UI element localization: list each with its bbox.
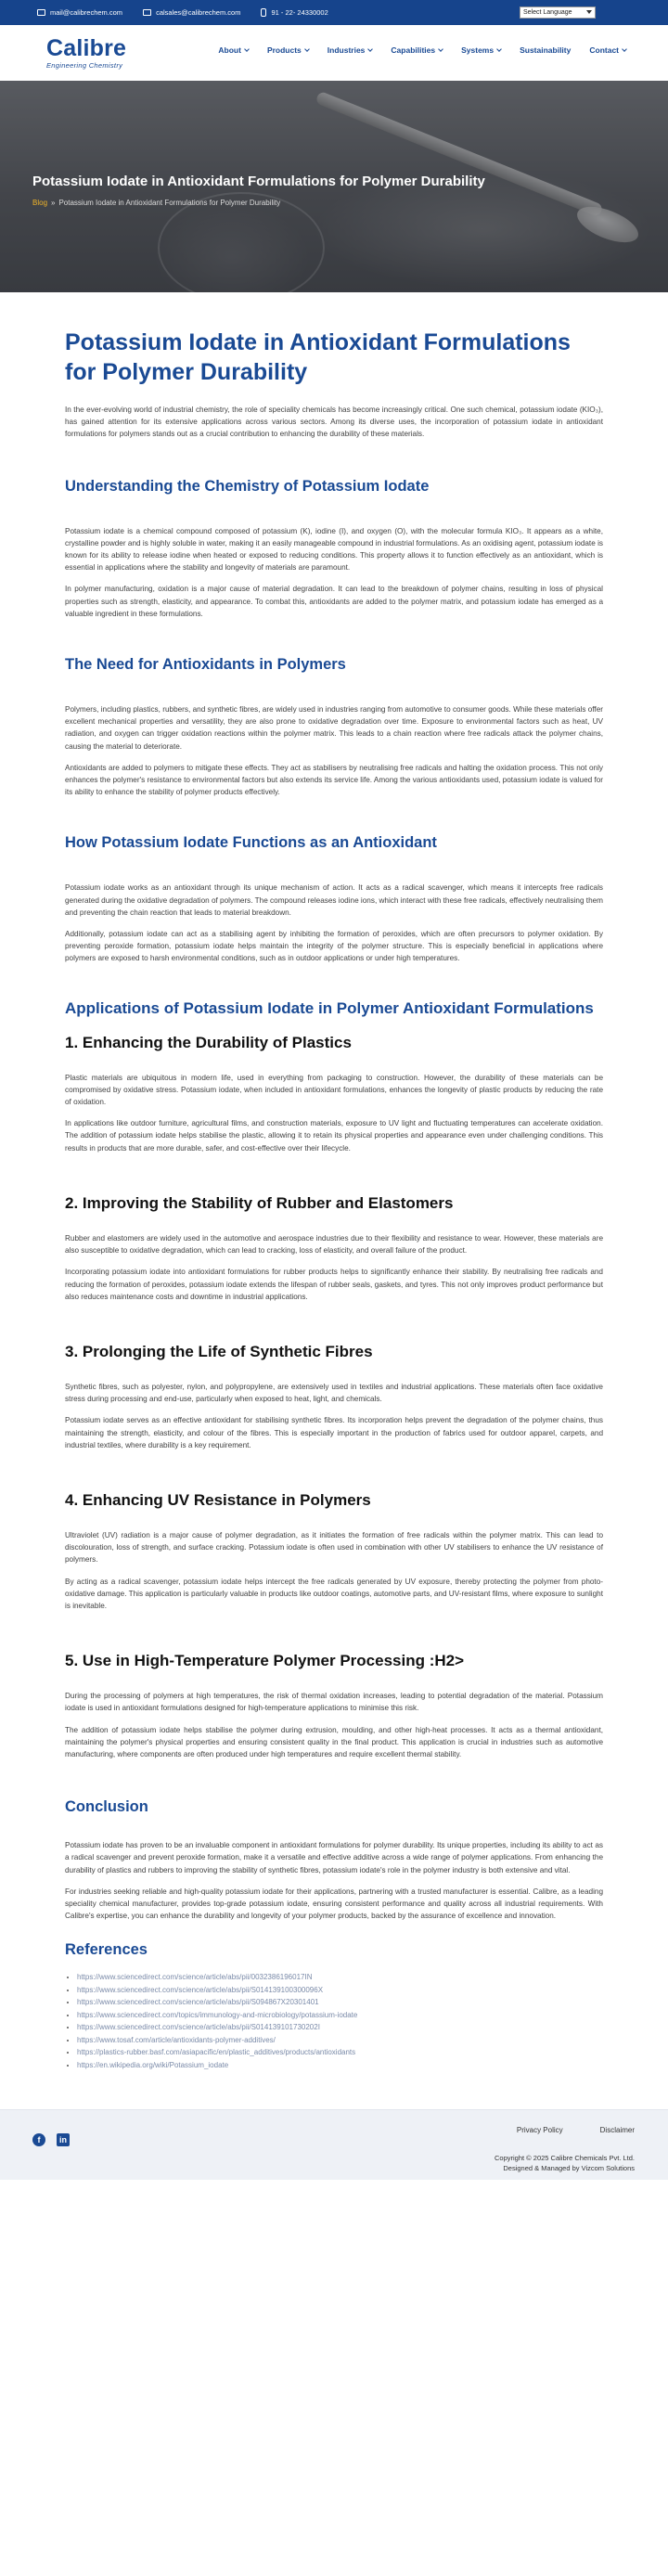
subheading-fibres: 3. Prolonging the Life of Synthetic Fibres — [65, 1342, 373, 1360]
paragraph: Rubber and elastomers are widely used in the automotive and aerospace industries due to their flexibility and resistance to wear. However, these materials are also susceptible to oxidative degradation, which can lead to cracking, loss of elasticity, and overall failure of the product. — [65, 1233, 603, 1256]
section-heading-need: The Need for Antioxidants in Polymers — [65, 656, 346, 674]
nav-label: About — [218, 45, 241, 55]
nav-item-contact[interactable] — [589, 45, 626, 55]
privacy-policy-link[interactable]: Privacy Policy — [516, 2126, 563, 2135]
paragraph: For industries seeking reliable and high-quality potassium iodate for their applications, partnering with a trusted manufacturer is essential. Calibre, as a leading speciality chemical manufacturer, provides top-grade potassium iodate, ensuring consistent performance and quality across all industrial requirements. With Calibre's expertise, you can enhance the durability and longevity of your polymer products, backed by the assurance of excellence and innovation. — [65, 1887, 603, 1921]
breadcrumb-home-link[interactable]: Blog — [32, 199, 48, 207]
mail-icon — [37, 9, 45, 16]
reference-link[interactable]: • https://www.sciencedirect.com/science/article/abs/pii/S014139101730202I — [77, 2021, 603, 2034]
reference-link[interactable]: • https://plastics-rubber.basf.com/asiapacific/en/plastic_additives/products/antioxidants — [77, 2046, 603, 2059]
contact-phone[interactable] — [261, 8, 328, 17]
paragraph: During the processing of polymers at high temperatures, the risk of thermal oxidation increases, leading to potential degradation of the material. Potassium iodate is used in antioxidant formulations designed for high-temperature applications to minimise this risk. — [65, 1692, 603, 1713]
references-list — [65, 1971, 603, 2071]
paragraph: Potassium iodate serves as an effective antioxidant for stabilising synthetic fibres. Its incorporation helps prevent the degradation of the polymer chains, thus maintaining the strength, elasticity, and colour of the fibres. This is especially important in the production of fabrics used for outdoor apparel, carpets, and industrial textiles, where durability is a key requirement. — [65, 1416, 603, 1449]
paragraph: In polymer manufacturing, oxidation is a major cause of material degradation. It can lead to the breakdown of polymer chains, resulting in loss of physical properties such as strength, elasticity, and appearance. To combat this, antioxidants are added to the polymer matrix, and potassium iodate has emerged as a valuable ingredient in these formulations. — [65, 585, 603, 618]
nav-item-capabilities[interactable] — [391, 45, 443, 55]
language-select[interactable] — [520, 6, 596, 19]
hero-title: Potassium Iodate in Antioxidant Formulations for Polymer Durability — [32, 174, 485, 189]
language-select-label: Select Language — [523, 9, 572, 16]
article-intro: In the ever-evolving world of industrial chemistry, the role of speciality chemicals has become increasingly critical. One such chemical, potassium iodate (KIO₃), has gained attention for its extensive applications across various sectors. Among its diverse uses, the incorporation of potassium iodate in antioxidant formulations for polymers stands out as a crucial contribution to enhancing the durability of these materials. — [65, 406, 603, 439]
paragraph: Plastic materials are ubiquitous in modern life, used in everything from packaging to construction. However, the durability of these materials can be compromised by oxidative stress. Potassium iodate, when included in antioxidant formulations, enhances the longevity of plastic products by reducing the rate of oxidation. — [65, 1073, 603, 1107]
logo-name: Calibre — [46, 34, 127, 61]
phone-icon — [261, 8, 266, 17]
subheading-plastics: 1. Enhancing the Durability of Plastics — [65, 1033, 352, 1051]
logo[interactable] — [46, 34, 127, 70]
nav-label: Contact — [589, 45, 619, 55]
paragraph: Potassium iodate is a chemical compound composed of potassium (K), iodine (I), and oxygen (O), with the molecular formula KIO₃. It appears as a white, crystalline powder and is highly soluble in water, making it an easily manageable compound in industrial formulations. As an oxidising agent, potassium iodate is known for its ability to release iodine when heated or exposed to reducing conditions. This property allows it to function effectively as an antioxidant, which is essential in applications where the stability and longevity of materials are paramount. — [65, 526, 603, 573]
nav-item-products[interactable] — [267, 45, 309, 55]
hero-banner — [0, 81, 668, 292]
article-title: Potassium Iodate in Antioxidant Formulations for Polymer Durability — [65, 329, 571, 385]
subheading-rubber: 2. Improving the Stability of Rubber and Elastomers — [65, 1193, 454, 1212]
chevron-down-icon — [586, 10, 592, 14]
section-heading-functions: How Potassium Iodate Functions as an Antioxidant — [65, 834, 437, 852]
reference-link[interactable]: • https://www.sciencedirect.com/science/article/abs/pii/0032386196017IN — [77, 1971, 603, 1984]
reference-link[interactable]: • https://en.wikipedia.org/wiki/Potassium_iodate — [77, 2059, 603, 2072]
nav-item-industries[interactable] — [328, 45, 373, 55]
section-heading-conclusion: Conclusion — [65, 1798, 148, 1816]
nav-item-sustainability[interactable] — [520, 45, 571, 55]
nav-label: Capabilities — [391, 45, 436, 55]
paragraph: Incorporating potassium iodate into antioxidant formulations for rubber products helps to significantly enhance their stability. By neutralising free radicals and reducing the formation of peroxides, potassium iodate extends the lifespan of rubber seals, gaskets, and tyres. This not only improves product performance but also reduces maintenance costs and downtime in industrial applications. — [65, 1268, 603, 1301]
paragraph: By acting as a radical scavenger, potassium iodate helps intercept the free radicals generated by UV exposure, thereby protecting the polymer from photo-oxidative damage. This application is particularly valuable in products like outdoor coatings, automotive parts, and UV-resistant films, where exposure to sunlight is inevitable. — [65, 1577, 603, 1610]
copyright-text: Copyright © 2025 Calibre Chemicals Pvt. Ltd. — [494, 2154, 635, 2163]
chevron-down-icon — [368, 46, 374, 52]
contact-phone-text[interactable]: 91 - 22- 24330002 — [271, 8, 328, 17]
breadcrumb — [32, 199, 280, 207]
linkedin-icon[interactable]: in — [57, 2133, 70, 2146]
disclaimer-link[interactable]: Disclaimer — [599, 2126, 635, 2135]
article-body — [65, 292, 603, 2071]
paragraph: Synthetic fibres, such as polyester, nylon, and polypropylene, are extensively used in textiles and industrial applications. These materials often face oxidative stress during processing and end-use, particularly when exposed to heat, light, and chemicals. — [65, 1382, 603, 1404]
breadcrumb-separator: » — [51, 199, 56, 207]
nav-label: Products — [266, 45, 302, 55]
reference-link[interactable]: • https://www.tosaf.com/article/antioxidants-polymer-additives/ — [77, 2034, 603, 2047]
section-heading-references: References — [65, 1941, 148, 1959]
subheading-uv: 4. Enhancing UV Resistance in Polymers — [65, 1490, 371, 1509]
mail-icon — [143, 9, 151, 16]
site-footer — [0, 2109, 668, 2180]
footer-links — [480, 2126, 635, 2134]
nav-item-about[interactable] — [218, 45, 249, 55]
main-nav — [199, 45, 626, 55]
nav-item-systems[interactable] — [461, 45, 501, 55]
nav-label: Systems — [461, 45, 495, 55]
paragraph: Ultraviolet (UV) radiation is a major cause of polymer degradation, as it initiates the formation of free radicals within the polymer matrix. This can lead to discolouration, loss of strength, and surface cracking. Potassium iodate is often used in combination with other UV stabilisers to enhance the UV resistance of polymers. — [65, 1530, 603, 1565]
reference-link[interactable]: • https://www.sciencedirect.com/topics/immunology-and-microbiology/potassium-iodate — [77, 2009, 603, 2022]
contact-email-2[interactable] — [143, 8, 240, 17]
paragraph: Potassium iodate works as an antioxidant through its unique mechanism of action. It acts as a radical scavenger, which means it intercepts free radicals generated during the oxidative degradation of polymers. The compound releases iodine ions, which interact with these free radicals, effectively neutralising them and preventing the chain reaction that leads to material breakdown. — [65, 883, 603, 917]
chevron-down-icon — [244, 46, 250, 52]
reference-link[interactable]: • https://www.sciencedirect.com/science/article/abs/pii/S094867X20301401 — [77, 1996, 603, 2009]
paragraph: Potassium iodate has proven to be an invaluable component in antioxidant formulations for polymer durability. Its unique properties, including its ability to act as a radical scavenger and prevent peroxide formation, make it a versatile and effective additive across a wide range of polymer applications. From enhancing the durability of plastics and rubbers to improving the stability of synthetic fibres, potassium iodate's role in the polymer industry is both extensive and vital. — [65, 1841, 603, 1874]
paragraph: Polymers, including plastics, rubbers, and synthetic fibres, are widely used in industries ranging from automotive to consumer goods. While these materials offer excellent mechanical properties and versatility, they are also prone to oxidative degradation over time. Exposure to environmental factors such as heat, UV radiation, and oxygen can trigger oxidation reactions within the polymer matrix. This leads to a chain reaction where free radicals attack the polymer chains, causing the material to deteriorate. — [65, 705, 603, 751]
chevron-down-icon — [496, 46, 502, 52]
facebook-icon[interactable]: f — [32, 2133, 45, 2146]
nav-label: Industries — [327, 45, 366, 55]
chevron-down-icon — [622, 46, 627, 52]
section-heading-applications: Applications of Potassium Iodate in Polymer Antioxidant Formulations — [65, 998, 594, 1017]
paragraph: The addition of potassium iodate helps stabilise the polymer during extrusion, moulding, and other high-heat processes. It acts as a thermal antioxidant, maintaining the polymer's physical properties and ensuring consistent quality in the final product. This application is crucial in industries such as automotive manufacturing, where components are often produced under high temperatures and require excellent thermal stability. — [65, 1725, 603, 1758]
designed-by-text[interactable]: Designed & Managed by Vizcom Solutions — [503, 2164, 635, 2173]
chevron-down-icon — [304, 46, 310, 52]
nav-label: Sustainability — [520, 45, 572, 55]
site-header — [0, 25, 668, 81]
contact-email-2-text[interactable]: calsales@calibrechem.com — [156, 8, 241, 17]
section-heading-chemistry: Understanding the Chemistry of Potassium Iodate — [65, 477, 430, 495]
footer-copyright — [495, 2153, 635, 2173]
breadcrumb-current: Potassium Iodate in Antioxidant Formulations for Polymer Durability — [58, 199, 281, 207]
paragraph: In applications like outdoor furniture, agricultural films, and construction materials, exposure to UV light and fluctuating temperatures can accelerate oxidation. The addition of potassium iodate helps stabilise the plastic, allowing it to retain its physical properties and appearance even under challenging conditions. This results in products that are more durable, safer, and cost-effective over their lifecycle. — [65, 1119, 603, 1153]
reference-link[interactable]: • https://www.sciencedirect.com/science/article/abs/pii/S014139100300096X — [77, 1984, 603, 1997]
social-links — [32, 2133, 81, 2146]
paragraph: Antioxidants are added to polymers to mitigate these effects. They act as stabilisers by neutralising free radicals and halting the oxidation process. This not only enhances the polymer's resistance to environmental factors but also extends its service life. Among the various antioxidants used, potassium iodate is valued for its ability to enhance the stability of polymer products effectively. — [65, 763, 604, 797]
paragraph: Additionally, potassium iodate can act as a stabilising agent by inhibiting the formation of peroxides, which are often precursors to polymer oxidation. By preventing peroxide formation, potassium iodate helps maintain the integrity of the polymer structure. This is especially beneficial in applications where polymers are exposed to harsh environmental conditions, such as in outdoor applications or under high temperatures. — [65, 930, 603, 963]
contact-email-1-text[interactable]: mail@calibrechem.com — [50, 8, 123, 17]
contact-email-1[interactable] — [37, 8, 122, 17]
top-contact-bar — [0, 0, 668, 25]
subheading-high-temp: 5. Use in High-Temperature Polymer Processing :H2> — [65, 1652, 465, 1670]
logo-tagline: Engineering Chemistry — [46, 60, 123, 70]
chevron-down-icon — [438, 46, 443, 52]
